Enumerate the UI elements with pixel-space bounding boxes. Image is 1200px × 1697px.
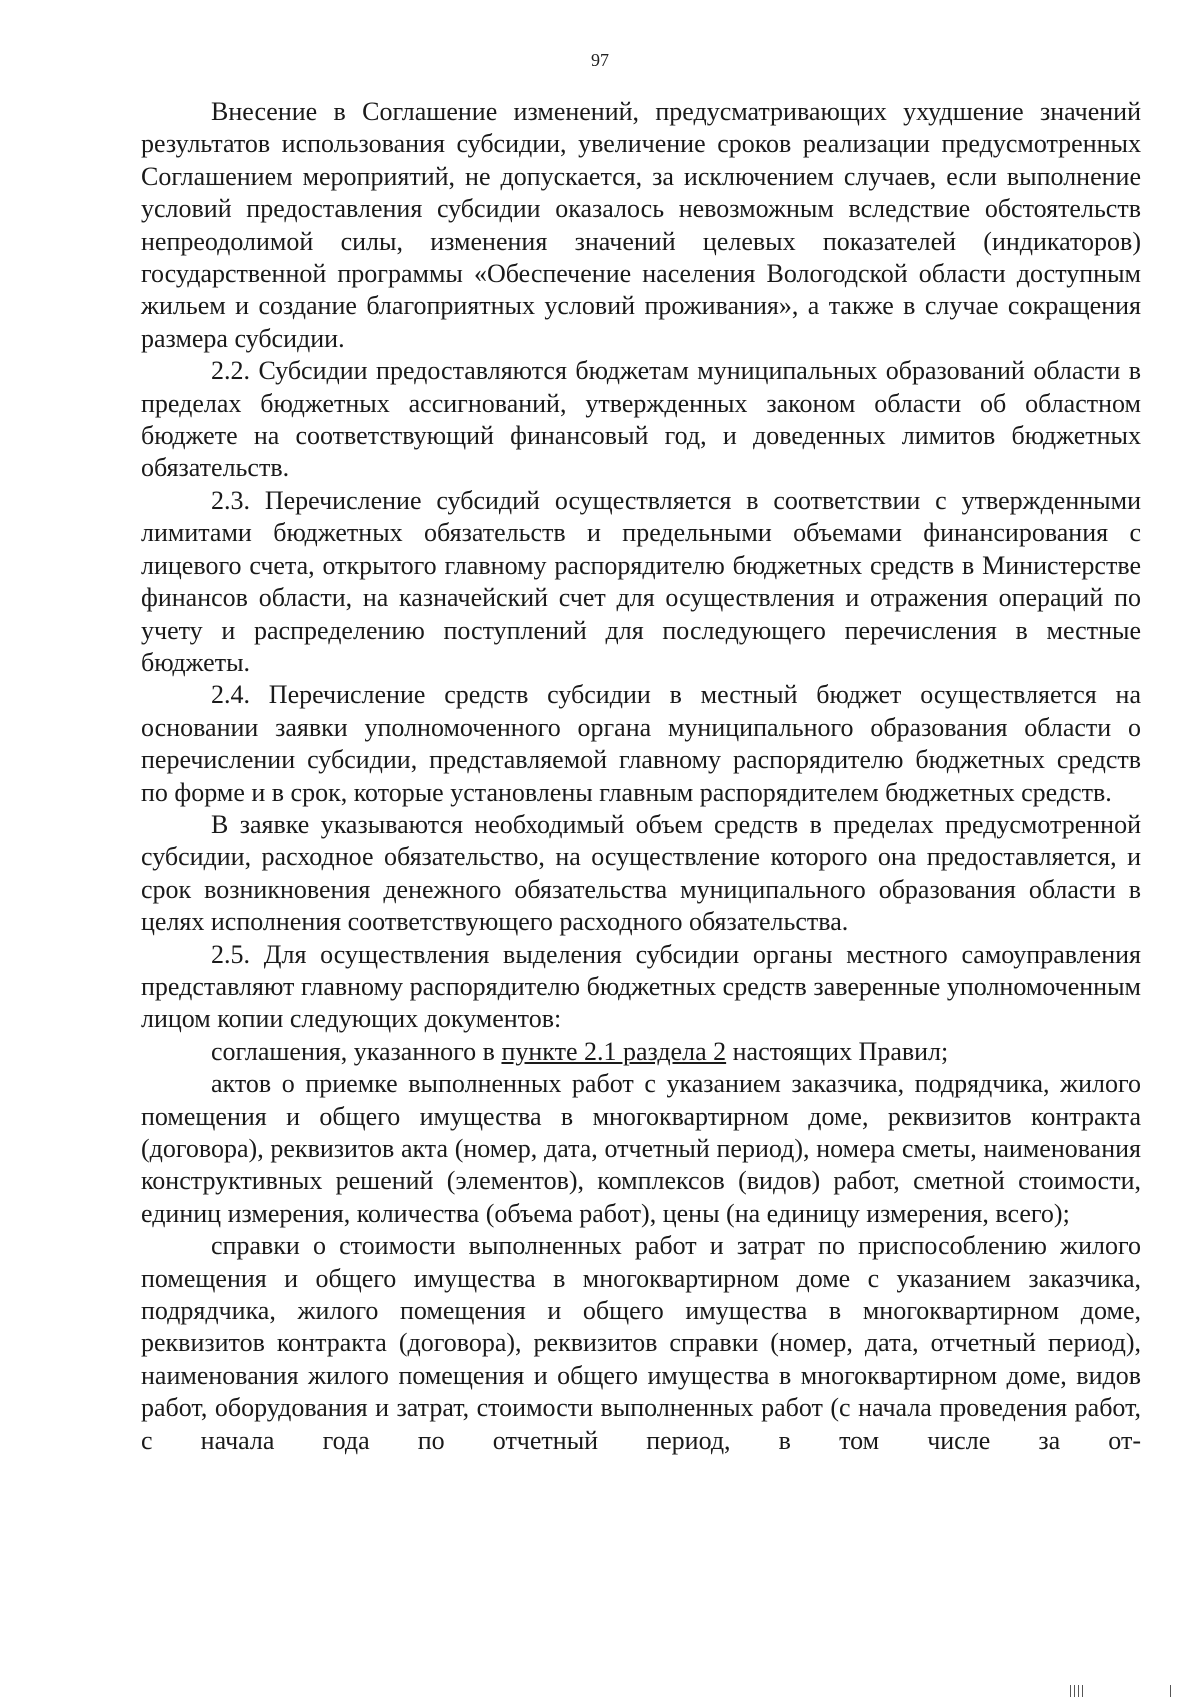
page-number: 97 bbox=[591, 50, 609, 70]
list-item-cost-statement: справки о стоимости выполненных работ и затрат по приспособлению жилого помещения и общего имущества в многоквартирном доме с указанием заказчика, подрядчика, жилого помещения и общего имущества в многоквартирном доме, реквизитов контракта (договора), реквизитов справки (номер, дата, отчетный период), наименования жилого помещения и общего имущества в многоквартирном доме, видов работ, оборудования и затрат, стоимости выполненных работ (с начала проведения работ, с начала года по отчетный период, в том числе за от- bbox=[141, 1231, 1141, 1455]
paragraph-application: В заявке указываются необходимый объем средств в пределах предусмотренной субсидии, расходное обязательство, на осуществление которого она предоставляется, и срок возникновения денежного обязательства муниципального образования области в целях исполнения соответствующего расходного обязательства. bbox=[141, 809, 1141, 937]
list-item-agreement bbox=[141, 1036, 1141, 1068]
rule-reference-link[interactable]: пункте 2.1 раздела 2 bbox=[501, 1036, 727, 1066]
paragraph-2-3: 2.3. Перечисление субсидий осуществляется в соответствии с утвержденными лимитами бюджетных обязательств и предельными объемами финансирования с лицевого счета, открытого главному распорядителю бюджетных средств в Министерстве финансов области, на казначейский счет для осуществления и отражения операций по учету и распределению поступлений для последующего перечисления в местные бюджеты. bbox=[141, 485, 1141, 677]
paragraph-2-5: 2.5. Для осуществления выделения субсидии органы местного самоуправления представляют главному распорядителю бюджетных средств заверенные уполномоченным лицом копии следующих документов: bbox=[141, 939, 1141, 1034]
agreement-text-after: настоящих Правил; bbox=[726, 1036, 949, 1066]
paragraph-2-2: 2.2. Субсидии предоставляются бюджетам муниципальных образований области в пределах бюджетных ассигнований, утвержденных законом области об областном бюджете на соответствующий финансовый год, и доведенных лимитов бюджетных обязательств. bbox=[141, 356, 1141, 483]
document-body bbox=[141, 96, 1141, 1457]
list-item-acceptance-acts: актов о приемке выполненных работ с указанием заказчика, подрядчика, жилого помещения и общего имущества в многоквартирном доме, реквизитов контракта (договора), реквизитов акта (номер, дата, отчетный период), номера сметы, наименования конструктивных решений (элементов), комплексов (видов) работ, сметной стоимости, единиц измерения, количества (объема работ), цены (на единицу измерения, всего); bbox=[141, 1069, 1141, 1228]
agreement-text-before: соглашения, указанного в bbox=[211, 1036, 502, 1066]
paragraph-agreement-changes: Внесение в Соглашение изменений, предусматривающих ухудшение значений результатов использования субсидии, увеличение сроков реализации предусмотренных Соглашением мероприятий, не допускается, за исключением случаев, если выполнение условий предоставления субсидии оказалось невозможным вследствие обстоятельств непреодолимой силы, изменения значений целевых показателей (индикаторов) государственной программы «Обеспечение населения Вологодской области доступным жильем и создание благоприятных условий проживания», а также в случае сокращения размера субсидии. bbox=[141, 97, 1141, 353]
paragraph-2-4: 2.4. Перечисление средств субсидии в местный бюджет осуществляется на основании заявки уполномоченного органа муниципального образования области о перечислении субсидии, представляемой главному распорядителю бюджетных средств по форме и в срок, которые установлены главным распорядителем бюджетных средств. bbox=[141, 680, 1141, 807]
